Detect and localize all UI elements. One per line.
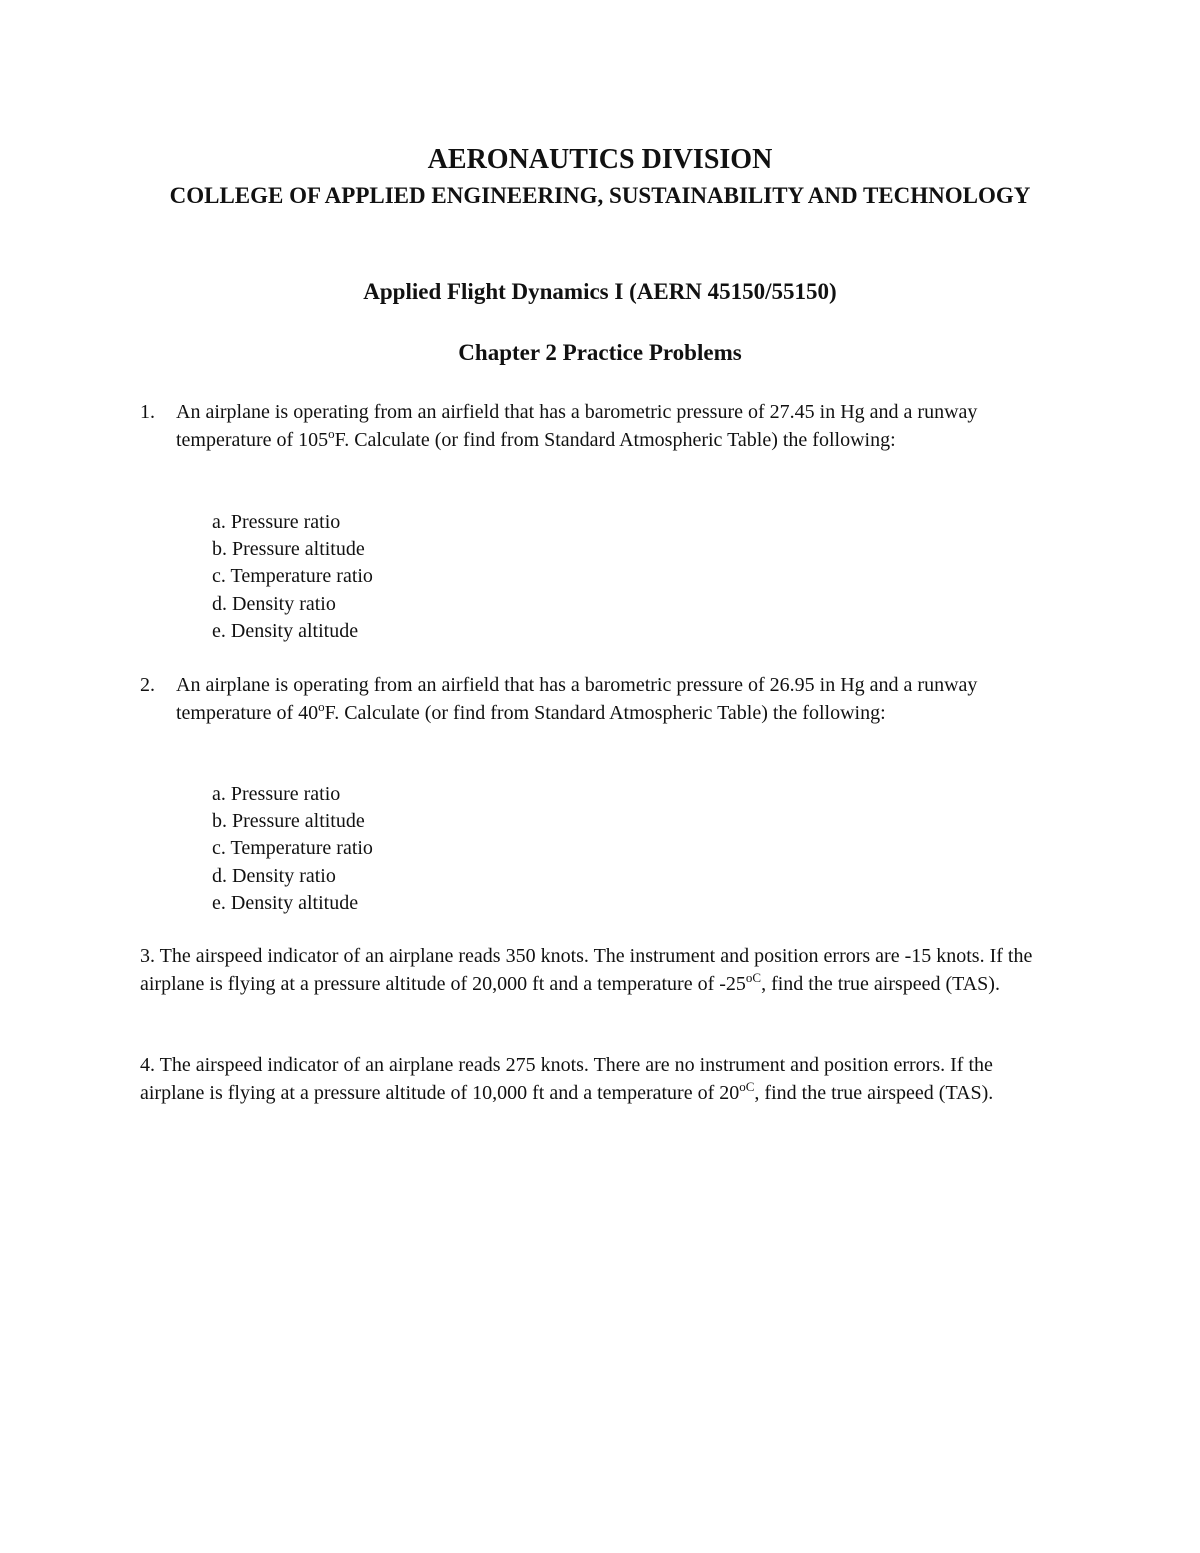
problem-number: 2. xyxy=(140,674,155,696)
list-item: e. Density altitude xyxy=(212,891,359,914)
course-title: Applied Flight Dynamics I (AERN 45150/55150) xyxy=(363,279,837,304)
degree-superscript: o xyxy=(318,699,325,714)
degree-superscript: o xyxy=(328,426,335,441)
problem-number: 1. xyxy=(140,401,155,423)
list-item: b. Pressure altitude xyxy=(212,810,365,833)
problem-text-start: 4. The airspeed indicator of an airplane reads 275 knots. There are no instrument and position errors. If the airplane is flying at a pressure altitude of 10,000 ft and a temperature of 20 xyxy=(140,1054,993,1104)
problem-3 xyxy=(140,942,1060,998)
list-item: b. Pressure altitude xyxy=(212,538,365,561)
problem-text-start: An airplane is operating from an airfield that has a barometric pressure of 27.45 in Hg and a runway temperature of 105 xyxy=(176,401,978,451)
problem-text-end: F. Calculate (or find from Standard Atmospheric Table) the following: xyxy=(334,429,896,451)
problem-text-start: An airplane is operating from an airfield that has a barometric pressure of 26.95 in Hg and a runway temperature of 40 xyxy=(176,674,978,724)
list-item: d. Density ratio xyxy=(212,592,336,615)
problem-text-end: , find the true airspeed (TAS). xyxy=(754,1082,994,1104)
list-item: d. Density ratio xyxy=(212,864,336,887)
list-item: c. Temperature ratio xyxy=(212,837,373,860)
problem-text xyxy=(176,671,1060,727)
problem-2 xyxy=(140,671,1060,727)
degree-superscript: oC xyxy=(745,970,762,985)
problem-4 xyxy=(140,1051,1060,1107)
problem-2-subitems xyxy=(212,781,612,917)
problem-text-start: 3. The airspeed indicator of an airplane reads 350 knots. The instrument and position errors are -15 knots. If the airplane is flying at a pressure altitude of 20,000 ft and a temperature of -25 xyxy=(140,945,1033,995)
problem-1 xyxy=(140,398,1060,454)
list-item: a. Pressure ratio xyxy=(212,511,341,533)
college-heading: COLLEGE OF APPLIED ENGINEERING, SUSTAINABILITY AND TECHNOLOGY xyxy=(169,183,1031,208)
degree-superscript: oC xyxy=(739,1079,755,1094)
chapter-title: Chapter 2 Practice Problems xyxy=(458,340,742,365)
problem-text-end: , find the true airspeed (TAS). xyxy=(761,973,1000,995)
problem-text-end: F. Calculate (or find from Standard Atmospheric Table) the following: xyxy=(324,702,886,724)
problem-text xyxy=(176,398,1060,454)
division-heading: AERONAUTICS DIVISION xyxy=(427,144,773,175)
list-item: c. Temperature ratio xyxy=(212,565,373,588)
problem-1-subitems xyxy=(212,509,612,645)
list-item: e. Density altitude xyxy=(212,619,359,642)
list-item: a. Pressure ratio xyxy=(212,783,341,805)
